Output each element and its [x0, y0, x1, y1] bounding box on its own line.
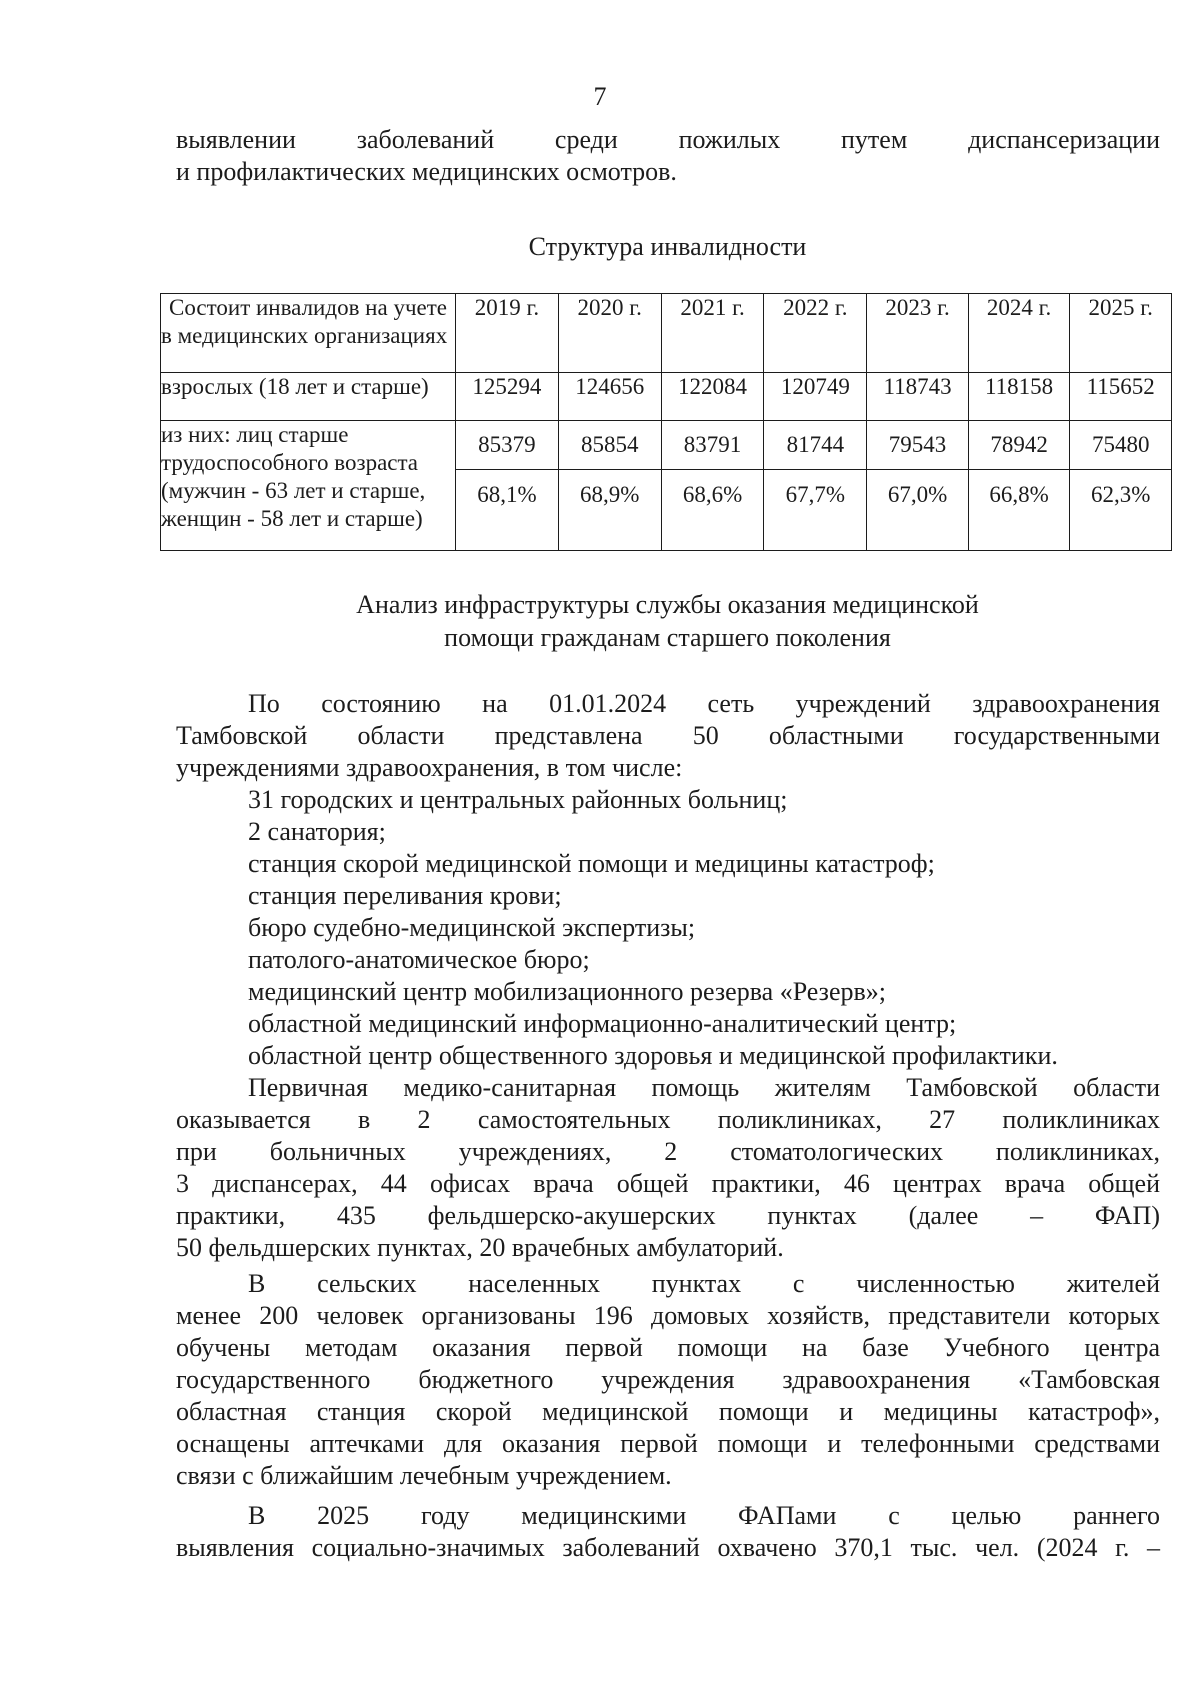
list-item: станция скорой медицинской помощи и медицины катастроф;	[248, 849, 935, 878]
text-line: В 2025 году медицинскими ФАПами с целью раннего	[248, 1501, 1160, 1530]
list-item: патолого-анатомическое бюро;	[248, 945, 590, 974]
value-cell-stack	[764, 421, 867, 551]
list-item: станция переливания крови;	[248, 881, 562, 910]
section-title-line: помощи гражданам старшего поколения	[444, 623, 891, 652]
row-label-line: женщин - 58 лет и старше)	[161, 506, 423, 531]
header-label-cell	[161, 294, 456, 373]
text-line: Первичная медико-санитарная помощь жителям Тамбовской области	[248, 1073, 1160, 1102]
text-line: 3 диспансерах, 44 офисах врача общей практики, 46 центрах врача общей	[176, 1169, 1160, 1198]
year-header: 2023 г.	[867, 294, 969, 373]
paragraph-fap-screening	[176, 1500, 1160, 1564]
text-line: и профилактических медицинских осмотров.	[176, 157, 677, 186]
text-line: областная станция скорой медицинской помощи и медицины катастроф»,	[176, 1397, 1160, 1426]
row-label-adults: взрослых (18 лет и старше)	[161, 373, 456, 421]
share-value: 66,8%	[989, 482, 1049, 507]
header-label-line: Состоит инвалидов на учете	[169, 295, 447, 320]
text-line: оказывается в 2 самостоятельных поликлиниках, 27 поликлиниках	[176, 1105, 1160, 1134]
count-value: 81744	[786, 432, 845, 457]
cell-divider	[969, 469, 1070, 470]
header-label-line: в медицинских организациях	[161, 323, 448, 348]
paragraph-primary-care	[176, 1072, 1160, 1264]
value-cell: 118158	[968, 373, 1070, 421]
value-cell: 118743	[867, 373, 969, 421]
text-line: обучены методам оказания первой помощи на базе Учебного центра	[176, 1333, 1160, 1362]
list-item: бюро судебно-медицинской экспертизы;	[248, 913, 696, 942]
value-cell-stack	[456, 421, 559, 551]
list-item: областной центр общественного здоровья и медицинской профилактики.	[248, 1041, 1058, 1070]
text-line: Тамбовской области представлена 50 областными государственными	[176, 721, 1160, 750]
count-value: 79543	[888, 432, 947, 457]
text-line: По состоянию на 01.01.2024 сеть учреждений здравоохранения	[248, 689, 1160, 718]
row-label-elderly	[161, 421, 456, 551]
list-item: 2 санатория;	[248, 817, 386, 846]
cell-divider	[662, 469, 764, 470]
year-header: 2020 г.	[558, 294, 661, 373]
count-value: 75480	[1091, 432, 1150, 457]
year-header: 2021 г.	[661, 294, 764, 373]
year-header: 2024 г.	[968, 294, 1070, 373]
share-value: 68,9%	[580, 482, 640, 507]
row-label-line: трудоспособного возраста	[161, 450, 419, 475]
page-number: 7	[593, 82, 607, 111]
row-label-line: из них: лиц старше	[161, 422, 349, 447]
count-value: 83791	[683, 432, 742, 457]
list-item: медицинский центр мобилизационного резерва «Резерв»;	[248, 977, 886, 1006]
count-value: 78942	[990, 432, 1048, 457]
text-line: практики, 435 фельдшерско-акушерских пунктах (далее – ФАП)	[176, 1201, 1160, 1230]
year-header: 2025 г.	[1070, 294, 1172, 373]
cell-divider	[1070, 469, 1171, 470]
section-title-line: Анализ инфраструктуры службы оказания медицинской	[356, 590, 979, 619]
text-line: 50 фельдшерских пунктах, 20 врачебных амбулаторий.	[176, 1233, 784, 1262]
intro-paragraph	[176, 124, 1160, 188]
value-cell: 115652	[1070, 373, 1172, 421]
row-label-line: (мужчин - 63 лет и старше,	[161, 478, 426, 503]
value-cell-stack	[968, 421, 1070, 551]
count-value: 85379	[478, 432, 536, 457]
text-line: при больничных учреждениях, 2 стоматологических поликлиниках,	[176, 1137, 1160, 1166]
table-row	[161, 421, 1172, 551]
cell-divider	[559, 469, 661, 470]
text-line: связи с ближайшим лечебным учреждением.	[176, 1461, 672, 1490]
text-line: оснащены аптечками для оказания первой помощи и телефонными средствами	[176, 1429, 1160, 1458]
cell-divider	[764, 469, 866, 470]
text-line: выявления социально-значимых заболеваний охвачено 370,1 тыс. чел. (2024 г. –	[176, 1533, 1160, 1562]
share-value: 67,7%	[785, 482, 846, 507]
list-item: областной медицинский информационно-аналитический центр;	[248, 1009, 957, 1038]
table-header-row	[161, 294, 1172, 373]
text-line: государственного бюджетного учреждения здравоохранения «Тамбовская	[176, 1365, 1160, 1394]
paragraph-network	[176, 688, 1160, 784]
year-header: 2019 г.	[456, 294, 559, 373]
value-cell: 122084	[661, 373, 764, 421]
value-cell: 120749	[764, 373, 867, 421]
list-item: 31 городских и центральных районных больниц;	[248, 785, 788, 814]
count-value: 85854	[580, 432, 639, 457]
text-line: выявлении заболеваний среди пожилых путем диспансеризации	[176, 125, 1160, 154]
text-line: В сельских населенных пунктах с численностью жителей	[248, 1269, 1160, 1298]
share-value: 68,1%	[477, 482, 537, 507]
value-cell-stack	[867, 421, 969, 551]
text-line: менее 200 человек организованы 196 домовых хозяйств, представители которых	[176, 1301, 1160, 1330]
table-row	[161, 373, 1172, 421]
share-value: 62,3%	[1090, 482, 1151, 507]
disability-table	[160, 293, 1172, 551]
share-value: 67,0%	[887, 482, 948, 507]
share-value: 68,6%	[682, 482, 743, 507]
section-title	[0, 588, 1200, 654]
value-cell-stack	[661, 421, 764, 551]
text-line: учреждениями здравоохранения, в том числе:	[176, 753, 683, 782]
value-cell: 124656	[558, 373, 661, 421]
cell-divider	[867, 469, 968, 470]
cell-divider	[456, 469, 558, 470]
value-cell-stack	[1070, 421, 1172, 551]
paragraph-rural	[176, 1268, 1160, 1492]
table-title: Структура инвалидности	[528, 232, 807, 261]
value-cell: 125294	[456, 373, 559, 421]
year-header: 2022 г.	[764, 294, 867, 373]
value-cell-stack	[558, 421, 661, 551]
institutions-list	[176, 784, 1160, 1072]
